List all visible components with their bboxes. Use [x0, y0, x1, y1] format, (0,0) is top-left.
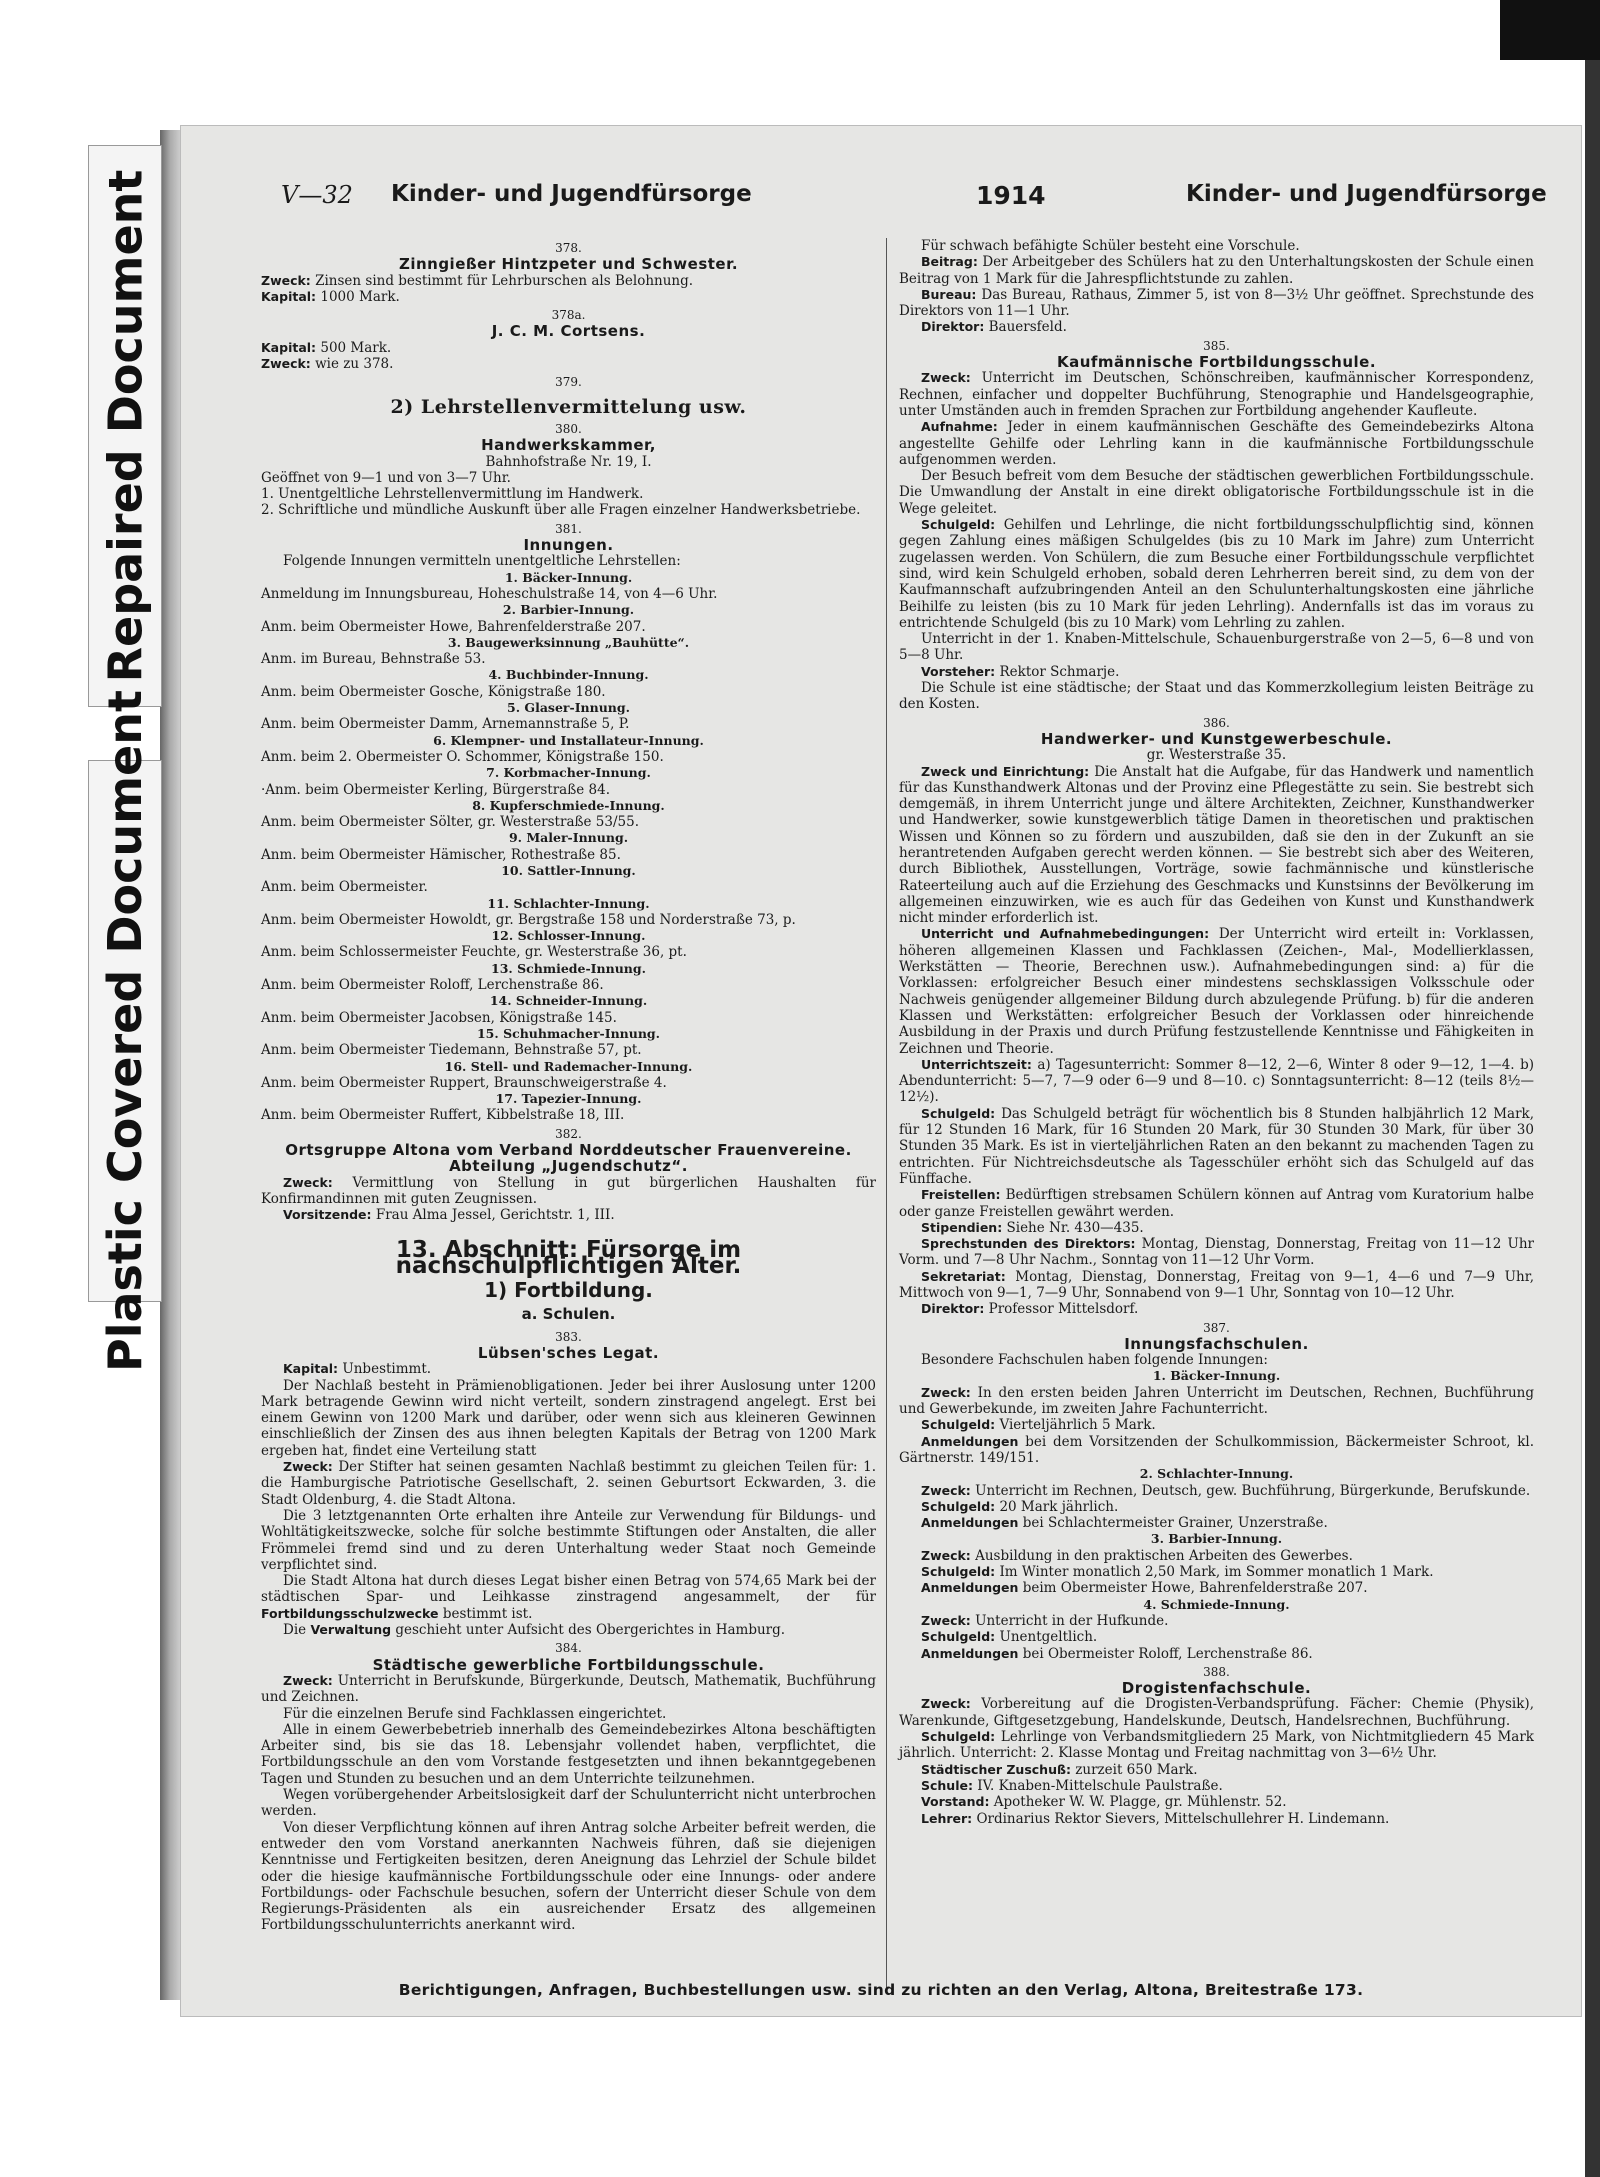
- entry-field: Direktor: Bauersfeld.: [921, 319, 1067, 336]
- entry-field: Schulgeld: Das Schulgeld beträgt für wöchentlich bis 8 Stunden halbjährlich 12 Mark, für 12 Stunden 16 Mark, für 16 Stunden 20 Mark, für 30 Stunden 30 Mark, für über 30 Stunden 35 Mark. Es ist in vierteljährlichen Raten an den bekannt zu machenden Tagen zu entrichten. Für Nichtreichsdeutsche als Tagesschüler erhöht sich das Schulgeld auf das Fünffache.: [899, 1105, 1534, 1187]
- innung-heading: 5. Glaser-Innung.: [507, 700, 630, 716]
- innung-contact: Anm. beim Obermeister Tiedemann, Behnstraße 57, pt.: [261, 1042, 642, 1059]
- innung-heading: 7. Korbmacher-Innung.: [486, 765, 651, 781]
- entry-field: Lehrer: Ordinarius Rektor Sievers, Mittelschullehrer H. Lindemann.: [921, 1810, 1390, 1827]
- entry-field: Freistellen: Bedürftigen strebsamen Schülern können auf Antrag vom Kuratorium halbe oder ganze Freistellen gewährt werden.: [899, 1187, 1534, 1220]
- entry-number: 380.: [555, 421, 582, 436]
- year: 1914: [976, 181, 1046, 210]
- entry-title: Handwerker- und Kunstgewerbeschule.: [1040, 729, 1393, 748]
- entry-field: Zweck: Vermittlung von Stellung in gut bürgerlichen Haushalten für Konfirmandinnen mit guten Zeugnissen.: [261, 1174, 876, 1207]
- document-page: [180, 125, 1582, 2017]
- paragraph: Der Besuch befreit vom dem Besuche der städtischen gewerblichen Fortbildungsschule. Die Umwandlung der Anstalt in eine direkt obligatorische Fortbildungsschule ist in die Wege geleitet.: [899, 468, 1534, 517]
- entry-field: Anmeldungen bei Schlachtermeister Grainer, Unzerstraße.: [921, 1515, 1328, 1532]
- column-divider: [886, 238, 887, 1988]
- running-title-right: Kinder- und Jugendfürsorge: [1186, 181, 1547, 207]
- entry-number: 386.: [1203, 715, 1230, 730]
- entry-field: Stipendien: Siehe Nr. 430—435.: [921, 1219, 1144, 1236]
- scan-edge: [1500, 0, 1600, 60]
- opening-hours: Geöffnet von 9—1 und von 3—7 Uhr.: [261, 469, 511, 486]
- entry-field: Vorsteher: Rektor Schmarje.: [921, 663, 1120, 680]
- innung-heading: 2. Barbier-Innung.: [502, 602, 635, 618]
- paragraph: Für schwach befähigte Schüler besteht eine Vorschule.: [921, 238, 1300, 254]
- entry-field: Direktor: Professor Mittelsdorf.: [921, 1301, 1139, 1318]
- entry-field: Zweck: Unterricht im Rechnen, Deutsch, gew. Buchführung, Bürgerkunde, Berufskunde.: [921, 1482, 1531, 1499]
- paragraph: Von dieser Verpflichtung können auf ihren Antrag solche Arbeiter befreit werden, die entweder den vom Vorstand anerkannten Nachweis führen, daß sie diejenigen Kenntnisse und Fertigkeiten besitzen, deren Aneignung das Lehrziel der Schule bildet oder die hiesige kaufmännische Fortbildungsschule oder eine Innungs- oder andere Fortbildungs- oder Fachschule besuchen, sofern der Unterricht dieser Schule von dem Regierungs-Präsidenten als ein ausreichender Ersatz des allgemeinen Fortbildungsschulunterrichts anerkannt wird.: [261, 1819, 876, 1934]
- innung-heading: 12. Schlosser-Innung.: [491, 928, 646, 944]
- chapter-heading: 13. Abschnitt: Fürsorge im nachschulpflichtigen Alter.: [395, 1236, 742, 1279]
- entry-title: Handwerkskammer,: [481, 436, 656, 455]
- innung-heading: 1. Bäcker-Innung.: [504, 569, 633, 585]
- entry-field: Zweck: Zinsen sind bestimmt für Lehrburschen als Belohnung.: [261, 272, 694, 289]
- entry-intro: Folgende Innungen vermitteln unentgeltliche Lehrstellen:: [283, 553, 681, 570]
- entry-field: Anmeldungen beim Obermeister Howe, Bahrenfelderstraße 207.: [921, 1580, 1368, 1597]
- entry-title: Städtische gewerbliche Fortbildungsschule.: [372, 1655, 765, 1674]
- entry-number: 379.: [555, 375, 582, 390]
- innung-heading: 16. Stell- und Rademacher-Innung.: [444, 1058, 693, 1074]
- plastic-covered-label: Plastic Covered Document: [88, 760, 162, 1302]
- entry-field: Kapital: 1000 Mark.: [261, 288, 400, 305]
- entry-field: Unterricht und Aufnahmebedingungen: Der Unterricht wird erteilt in: Vorklassen, höheren allgemeinen Klassen und Fachklassen (Zeichen-, Mal-, Modellierklassen, Werkstätten — Theorie, Berechnen usw.). Aufnahmebedingungen sind: a) für die Vorklassen: erfolgreicher Besuch einer mindestens sechsklassigen Volksschule oder Nachweis genügender allgemeiner Bildung durch abzulegende Prüfung. b) für die anderen Klassen und Werkstätten: erfolgreicher Besuch der Vorklassen oder hinreichende Ausbildung in der Praxis und durch Prüfung festzustellende Kenntnisse und Fähigkeiten in Zeichnen und Theorie.: [899, 926, 1535, 1057]
- paragraph: Die Verwaltung geschieht unter Aufsicht des Obergerichtes in Hamburg.: [283, 1622, 786, 1639]
- entry-field: Schulgeld: Unentgeltlich.: [921, 1629, 1098, 1646]
- paragraph: Alle in einem Gewerbebetrieb innerhalb des Gemeindebezirkes Altona beschäftigten Arbeiter sind, bis sie das 18. Lebensjahr vollendet haben, verpflichtet, die Fortbildungsschule an den vom Vorstande festgesetzten und ihnen bekanntgegebenen Tagen und Stunden zu besuchen und an dem Unterrichte teilzunehmen.: [261, 1721, 876, 1787]
- innung-contact: Anm. beim Obermeister Roloff, Lerchenstraße 86.: [261, 977, 604, 994]
- innung-contact: Anm. beim Obermeister Howe, Bahrenfelderstraße 207.: [261, 618, 646, 635]
- entry-field: Schulgeld: Vierteljährlich 5 Mark.: [921, 1417, 1156, 1434]
- entry-title: Lübsen'sches Legat.: [477, 1344, 660, 1362]
- paragraph: Der Nachlaß besteht in Prämienobligationen. Jeder bei ihrer Auslosung unter 1200 Mark betragende Gewinn wird nicht verteilt, sondern zinstragend angelegt. Erst bei einem Gewinn von 1200 Mark und darüber, oder wenn sich aus kleineren Gewinnen einschließlich der Zinsen des aus ihnen belegten Kapitals der Betrag von 1200 Mark ergeben hat, findet eine Verteilung statt: [261, 1377, 876, 1459]
- entry-field: Zweck: Unterricht in der Hufkunde.: [921, 1612, 1169, 1629]
- right-column: [899, 238, 1534, 1827]
- entry-field: Zweck: Der Stifter hat seinen gesamten Nachlaß bestimmt zu gleichen Teilen für: 1. die Hamburgische Patriotische Gesellschaft, 2. seinen Geburtsort Eckwarden, 3. die Stadt Oldenburg, 4. die Stadt Altona.: [261, 1459, 876, 1508]
- page-header: [281, 181, 1571, 221]
- innung-contact: Anm. beim Obermeister Sölter, gr. Westerstraße 53/55.: [261, 814, 639, 831]
- entry-number: 382.: [555, 1126, 582, 1141]
- entry-field: Schulgeld: 20 Mark jährlich.: [921, 1498, 1119, 1515]
- entry-field: Aufnahme: Jeder in einem kaufmännischen Geschäfte des Gemeindebezirks Altona angestellte Gehilfe oder Lehrling kann in die kaufmännische Fortbildungsschule aufgenommen werden.: [899, 419, 1534, 468]
- innung-contact: Anm. beim 2. Obermeister O. Schommer, Königstraße 150.: [261, 748, 664, 765]
- entry-field: Zweck: In den ersten beiden Jahren Unterricht im Deutschen, Rechnen, Buchführung und Gewerbekunde, im zweiten Jahre Fachunterricht.: [899, 1384, 1534, 1418]
- innung-heading: 4. Schmiede-Innung.: [1143, 1596, 1290, 1612]
- entry-field: Unterrichtszeit: a) Tagesunterricht: Sommer 8—12, 2—6, Winter 8 oder 9—12, 1—4. b) Abendunterricht: 5—7, 7—9 oder 6—9 und 8—10. c) Sonntagsunterricht: 8—12 (teils 8½—12½).: [899, 1056, 1534, 1106]
- paragraph: Die Stadt Altona hat durch dieses Legat bisher einen Betrag von 574,65 Mark bei der städtischen Spar- und Leihkasse zinstragend angesammelt, der für Fortbildungsschulzwecke bestimmt ist.: [261, 1573, 876, 1622]
- page-number: V—32: [281, 181, 353, 209]
- entry-field: Zweck: Vorbereitung auf die Drogisten-Verbandsprüfung. Fächer: Chemie (Physik), Warenkunde, Giftgesetzgebung, Handelskunde, Deutsch, Handelsrechnen, Buchführung.: [899, 1696, 1534, 1729]
- entry-number: 383.: [555, 1329, 582, 1344]
- innung-contact: Anm. beim Obermeister Howoldt, gr. Bergstraße 158 und Norderstraße 73, p.: [261, 911, 796, 928]
- innung-contact: Anm. beim Schlossermeister Feuchte, gr. Westerstraße 36, pt.: [261, 944, 687, 961]
- entry-field: Kapital: 500 Mark.: [261, 339, 392, 356]
- entry-field: Sekretariat: Montag, Dienstag, Donnerstag, Freitag von 9—1, 4—6 und 7—9 Uhr, Mittwoch von 9—1, 7—9 Uhr, Sonnabend von 9—1 Uhr, Sonntag von 10—12 Uhr.: [899, 1268, 1534, 1301]
- innung-heading: 11. Schlachter-Innung.: [487, 895, 650, 911]
- paragraph: Für die einzelnen Berufe sind Fachklassen eingerichtet.: [283, 1705, 667, 1722]
- entry-field: Zweck: Unterricht im Deutschen, Schönschreiben, kaufmännischer Korrespondenz, Rechnen, einfacher und doppelter Buchführung, Stenographie und Handelsgeographie, unter Umständen auch in fremden Sprachen zur Fortbildung angehender Kaufleute.: [899, 370, 1534, 419]
- innung-heading: 3. Barbier-Innung.: [1150, 1531, 1283, 1547]
- entry-field: Sprechstunden des Direktors: Montag, Dienstag, Donnerstag, Freitag von 11—12 Uhr Vorm. und 7—8 Uhr Nachm., Sonntag von 11—12 Uhr Vorm.: [899, 1236, 1534, 1269]
- running-title-left: Kinder- und Jugendfürsorge: [391, 181, 752, 207]
- paragraph: Die 3 letztgenannten Orte erhalten ihre Anteile zur Verwendung für Bildungs- und Wohltätigkeitszwecke, solche für solche bestimmte Stiftungen oder Anstalten, die aller Frömmelei fremd sind und zu deren Unterhaltung weder Staat noch Gemeinde verpflichtet sind.: [261, 1507, 876, 1573]
- innung-heading: 13. Schmiede-Innung.: [491, 960, 646, 976]
- entry-field: Schulgeld: Gehilfen und Lehrlinge, die nicht fortbildungsschulpflichtig sind, können gegen Zahlung eines mäßigen Schulgeldes (bis zu 10 Mark im Jahre) zum Unterricht zugelassen werden. Von Schülern, die zum Besuche einer Fortbildungsschule verpflichtet sind, wird kein Schulgeld erhoben, sobald deren Lehrherren bereit sind, zu dem von der Kaufmannschaft aufzubringenden Anteil an den Schulunterhaltungskosten eine jährliche Beihilfe zu leisten (bis zu 10 Mark für jeden Lehrling). Andernfalls ist das im voraus zu entrichtende Schulgeld (bis zu 10 Mark) vom Lehrling zu zahlen.: [899, 517, 1534, 631]
- entry-number: 388.: [1203, 1664, 1230, 1679]
- entry-title: Drogistenfachschule.: [1121, 1679, 1312, 1698]
- repaired-document-label: Repaired Document: [88, 145, 162, 707]
- entry-number: 387.: [1203, 1320, 1230, 1335]
- entry-number: 381.: [555, 521, 582, 536]
- entry-field: Zweck: Ausbildung in den praktischen Arbeiten des Gewerbes.: [921, 1547, 1353, 1564]
- entry-field: Beitrag: Der Arbeitgeber des Schülers hat zu den Unterhaltungskosten der Schule einen Beitrag von 1 Mark für die Jahrespflichtstunde zu zahlen.: [899, 254, 1534, 287]
- innung-contact: Anm. beim Obermeister Gosche, Königstraße 180.: [261, 683, 606, 700]
- entry-intro: Besondere Fachschulen haben folgende Innungen:: [921, 1352, 1268, 1369]
- innung-contact: Anmeldung im Innungsbureau, Hoheschulstraße 14, von 4—6 Uhr.: [261, 585, 718, 602]
- subsection-heading: a. Schulen.: [521, 1305, 616, 1324]
- entry-number: 385.: [1203, 338, 1230, 353]
- entry-address: Bahnhofstraße Nr. 19, I.: [485, 453, 652, 470]
- entry-number: 378.: [555, 241, 582, 255]
- innung-heading: 4. Buchbinder-Innung.: [488, 667, 649, 683]
- entry-field: Zweck und Einrichtung: Die Anstalt hat die Aufgabe, für das Handwerk und namentlich für das Kunsthandwerk Altonas und der Provinz eine Pflegestätte zu sein. Sie bestrebt sich demgemäß, in ihrem Unterricht junge und ältere Architekten, Zeichner, Kunsthandwerker und Handwerker, sowie kunstgewerblich tätige Damen in theoretischen und praktischen Wissen und Können so zu fördern und auszubilden, daß sie den in der Zukunft an sie herantretenden Aufgaben gerecht werden können. — Sie bestrebt sich aber des Weiteren, durch Bibliothek, Ausstellungen, Vorträge, sowie fachmännische und künstlerische Rateerteilung auch auf die Erziehung des Geschmacks und Kunstsinns der Bevölkerung im allgemeinen einzuwirken, wie es auch für das Gedeihen von Kunst und Kunsthandwerk nicht minder erforderlich ist.: [899, 763, 1535, 927]
- entry-address: gr. Westerstraße 35.: [1146, 747, 1287, 764]
- entry-title: Innungsfachschulen.: [1124, 1334, 1309, 1353]
- innung-contact: Anm. beim Obermeister Ruffert, Kibbelstraße 18, III.: [261, 1107, 625, 1124]
- book-binding: [160, 130, 180, 2000]
- innung-contact: Anm. im Bureau, Behnstraße 53.: [261, 651, 486, 668]
- innung-heading: 2. Schlachter-Innung.: [1139, 1466, 1294, 1482]
- entry-field: Anmeldungen bei Obermeister Roloff, Lerchenstraße 86.: [921, 1645, 1313, 1662]
- innung-contact: Anm. beim Obermeister Hämischer, Rothestraße 85.: [261, 846, 621, 863]
- innung-heading: 15. Schuhmacher-Innung.: [476, 1025, 661, 1041]
- innung-heading: 9. Maler-Innung.: [508, 830, 629, 846]
- list-item: 1. Unentgeltliche Lehrstellenvermittlung im Handwerk.: [261, 486, 644, 503]
- innung-heading: 17. Tapezier-Innung.: [495, 1091, 642, 1107]
- entry-field: Vorstand: Apotheker W. W. Plagge, gr. Mühlenstr. 52.: [921, 1794, 1287, 1811]
- entry-title: J. C. M. Cortsens.: [491, 322, 646, 341]
- list-item: 2. Schriftliche und mündliche Auskunft über alle Fragen einzelner Handwerksbetriebe.: [261, 502, 861, 519]
- entry-field: Schulgeld: Im Winter monatlich 2,50 Mark, im Sommer monatlich 1 Mark.: [921, 1564, 1434, 1581]
- entry-title: Zinngießer Hintzpeter und Schwester.: [398, 255, 739, 274]
- innung-heading: 6. Klempner- und Installateur-Innung.: [433, 732, 704, 748]
- innung-contact: Anm. beim Obermeister Jacobsen, Königstraße 145.: [261, 1009, 617, 1026]
- paragraph: Wegen vorübergehender Arbeitslosigkeit darf der Schulunterricht nicht unterbrochen werden.: [261, 1787, 876, 1820]
- innung-heading: 1. Bäcker-Innung.: [1152, 1368, 1281, 1384]
- paragraph: Unterricht in der 1. Knaben-Mittelschule, Schauenburgerstraße von 2—5, 6—8 und von 5—8 Uhr.: [899, 631, 1534, 664]
- entry-field: Anmeldungen bei dem Vorsitzenden der Schulkommission, Bäckermeister Schroot, kl. Gärtnerstr. 149/151.: [899, 1433, 1534, 1466]
- entry-title: Ortsgruppe Altona vom Verband Norddeutscher Frauenvereine. Abteilung „Jugendschutz“.: [285, 1141, 852, 1176]
- entry-title: Kaufmännische Fortbildungsschule.: [1056, 353, 1377, 372]
- innung-contact: Anm. beim Obermeister.: [261, 879, 428, 896]
- entry-field: Vorsitzende: Frau Alma Jessel, Gerichtstr. 1, III.: [283, 1207, 615, 1224]
- entry-number: 384.: [555, 1641, 582, 1656]
- page-footer: Berichtigungen, Anfragen, Buchbestellungen usw. sind zu richten an den Verlag, Altona, Breitestraße 173.: [398, 1981, 1364, 1999]
- section-heading: 2) Lehrstellenvermittelung usw.: [390, 395, 747, 418]
- entry-field: Zweck: Unterricht in Berufskunde, Bürgerkunde, Deutsch, Mathematik, Buchführung und Zeichnen.: [261, 1672, 877, 1706]
- entry-field: Schulgeld: Lehrlinge von Verbandsmitgliedern 25 Mark, von Nichtmitgliedern 45 Mark jährlich. Unterricht: 2. Klasse Montag und Freitag nachmittag von 3—6½ Uhr.: [899, 1729, 1534, 1762]
- innung-heading: 14. Schneider-Innung.: [489, 993, 648, 1009]
- innungen-list: [261, 570, 876, 1124]
- entry-field: Bureau: Das Bureau, Rathaus, Zimmer 5, ist von 8—3½ Uhr geöffnet. Sprechstunde des Direktors von 11—1 Uhr.: [899, 286, 1534, 320]
- innung-heading: 3. Baugewerksinnung „Bauhütte“.: [447, 634, 690, 650]
- subchapter-heading: 1) Fortbildung.: [484, 1278, 653, 1303]
- entry-field: Städtischer Zuschuß: zurzeit 650 Mark.: [921, 1761, 1198, 1778]
- innung-contact: ·Anm. beim Obermeister Kerling, Bürgerstraße 84.: [261, 781, 611, 798]
- left-column: [261, 238, 876, 1934]
- paragraph: Die Schule ist eine städtische; der Staat und das Kommerzkollegium leisten Beiträge zu den Kosten.: [899, 680, 1534, 713]
- innung-contact: Anm. beim Obermeister Ruppert, Braunschweigerstraße 4.: [261, 1074, 667, 1091]
- entry-title: Innungen.: [523, 536, 614, 555]
- entry-field: Zweck: wie zu 378.: [261, 356, 394, 373]
- entry-number: 378a.: [551, 308, 586, 323]
- innung-contact: Anm. beim Obermeister Damm, Arnemannstraße 5, P.: [261, 716, 630, 733]
- innung-heading: 10. Sattler-Innung.: [501, 862, 636, 878]
- entry-field: Schule: IV. Knaben-Mittelschule Paulstraße.: [921, 1777, 1223, 1794]
- scan-shadow: [1585, 60, 1600, 2177]
- innung-heading: 8. Kupferschmiede-Innung.: [472, 797, 665, 813]
- entry-field: Kapital: Unbestimmt.: [283, 1361, 432, 1378]
